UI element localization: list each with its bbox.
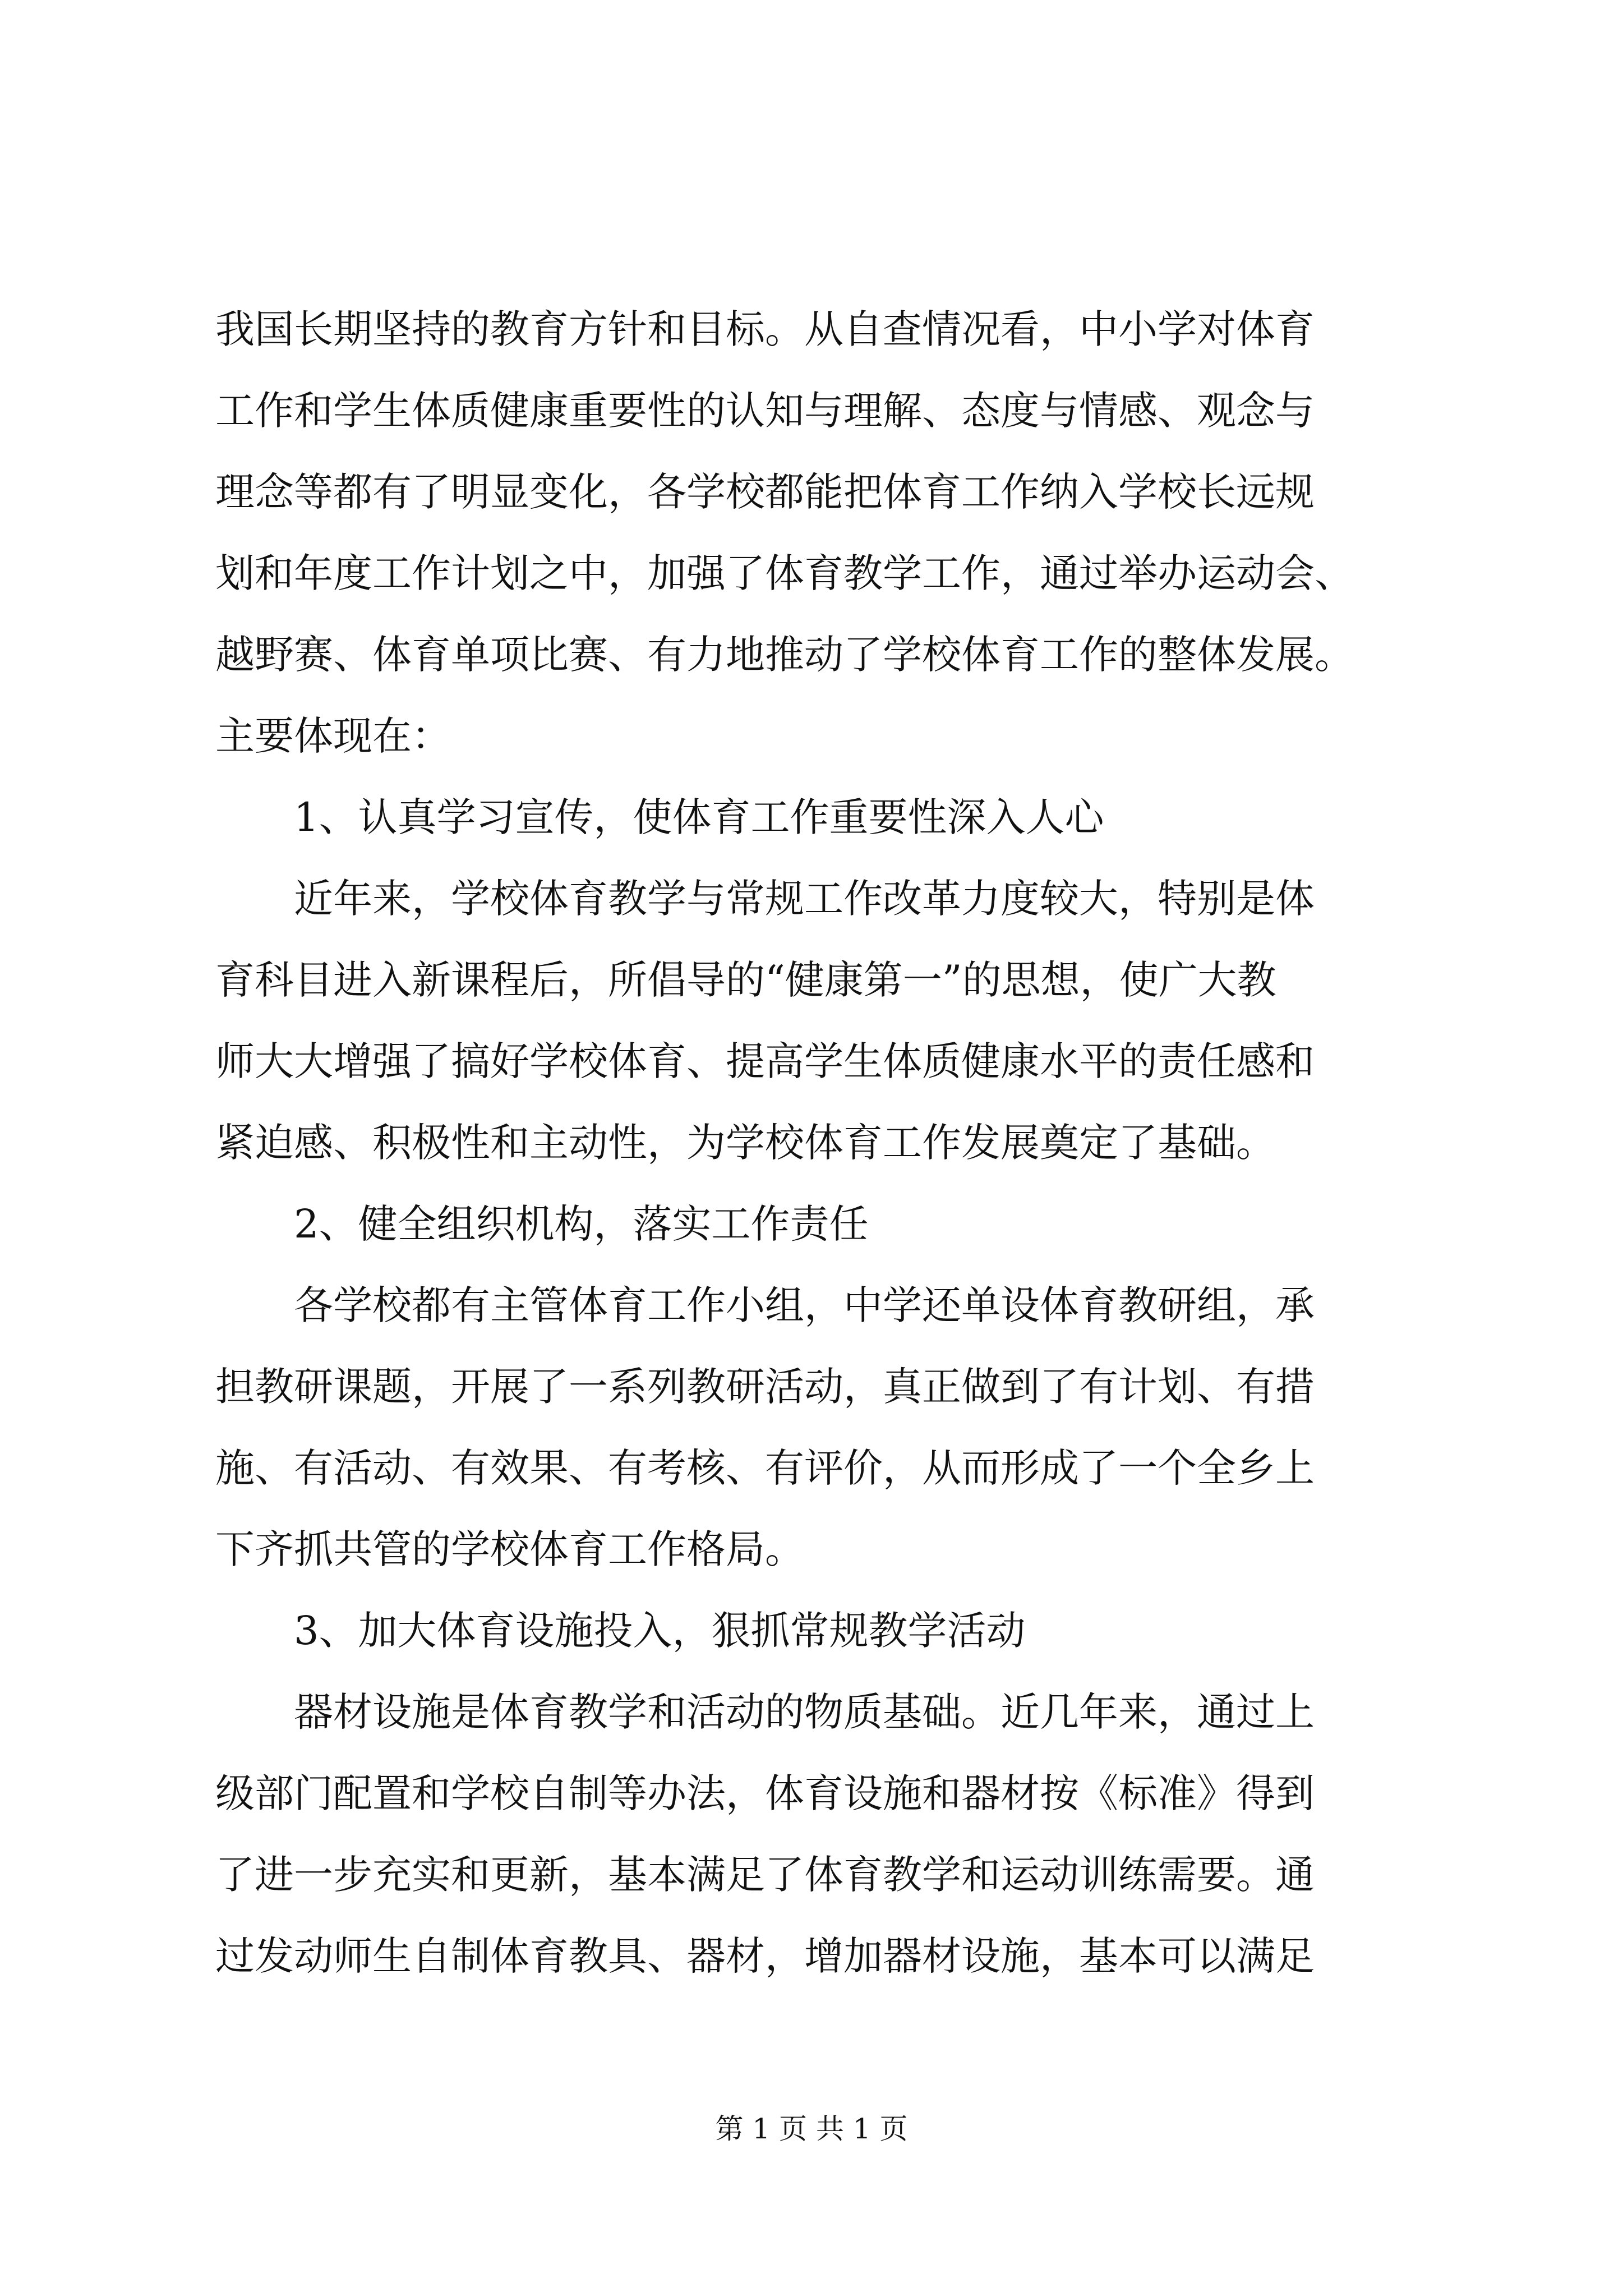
text-line: 划和年度工作计划之中，加强了体育教学工作，通过举办运动会、: [215, 550, 1354, 596]
text-line: 器材设施是体育教学和活动的物质基础。近几年来，通过上: [215, 1689, 1315, 1735]
text-line: 工作和学生体质健康重要性的认知与理解、态度与情感、观念与: [215, 388, 1315, 434]
text-line: 下齐抓共管的学校体育工作格局。: [215, 1526, 804, 1572]
text-line: 越野赛、体育单项比赛、有力地推动了学校体育工作的整体发展。: [215, 632, 1354, 678]
text-line: 过发动师生自制体育教具、器材，增加器材设施，基本可以满足: [215, 1933, 1315, 1979]
text-line: 理念等都有了明显变化，各学校都能把体育工作纳入学校长远规: [215, 469, 1315, 515]
text-line: 主要体现在：: [215, 713, 451, 759]
text-line: 各学校都有主管体育工作小组，中学还单设体育教研组，承: [215, 1282, 1315, 1328]
section-heading-2: 2、健全组织机构，落实工作责任: [215, 1201, 869, 1247]
text-line: 担教研课题，开展了一系列教研活动，真正做到了有计划、有措: [215, 1364, 1315, 1410]
text-line: 育科目进入新课程后，所倡导的“健康第一”的思想，使广大教: [215, 957, 1276, 1003]
section-heading-1: 1、认真学习宣传，使体育工作重要性深入人心: [215, 794, 1104, 840]
text-line: 紧迫感、积极性和主动性，为学校体育工作发展奠定了基础。: [215, 1120, 1275, 1166]
text-line: 施、有活动、有效果、有考核、有评价，从而形成了一个全乡上: [215, 1445, 1315, 1491]
page-footer: 第 1 页 共 1 页: [715, 2113, 908, 2145]
section-heading-3: 3、加大体育设施投入，狠抓常规教学活动: [215, 1608, 1026, 1654]
text-line: 近年来，学校体育教学与常规工作改革力度较大，特别是体: [215, 876, 1315, 922]
text-line: 级部门配置和学校自制等办法，体育设施和器材按《标准》得到: [215, 1770, 1315, 1816]
text-line: 我国长期坚持的教育方针和目标。从自查情况看，中小学对体育: [215, 306, 1315, 352]
text-line: 了进一步充实和更新，基本满足了体育教学和运动训练需要。通: [215, 1852, 1315, 1898]
document-body: [215, 289, 1410, 1997]
text-line: 师大大增强了搞好学校体育、提高学生体质健康水平的责任感和: [215, 1038, 1315, 1084]
